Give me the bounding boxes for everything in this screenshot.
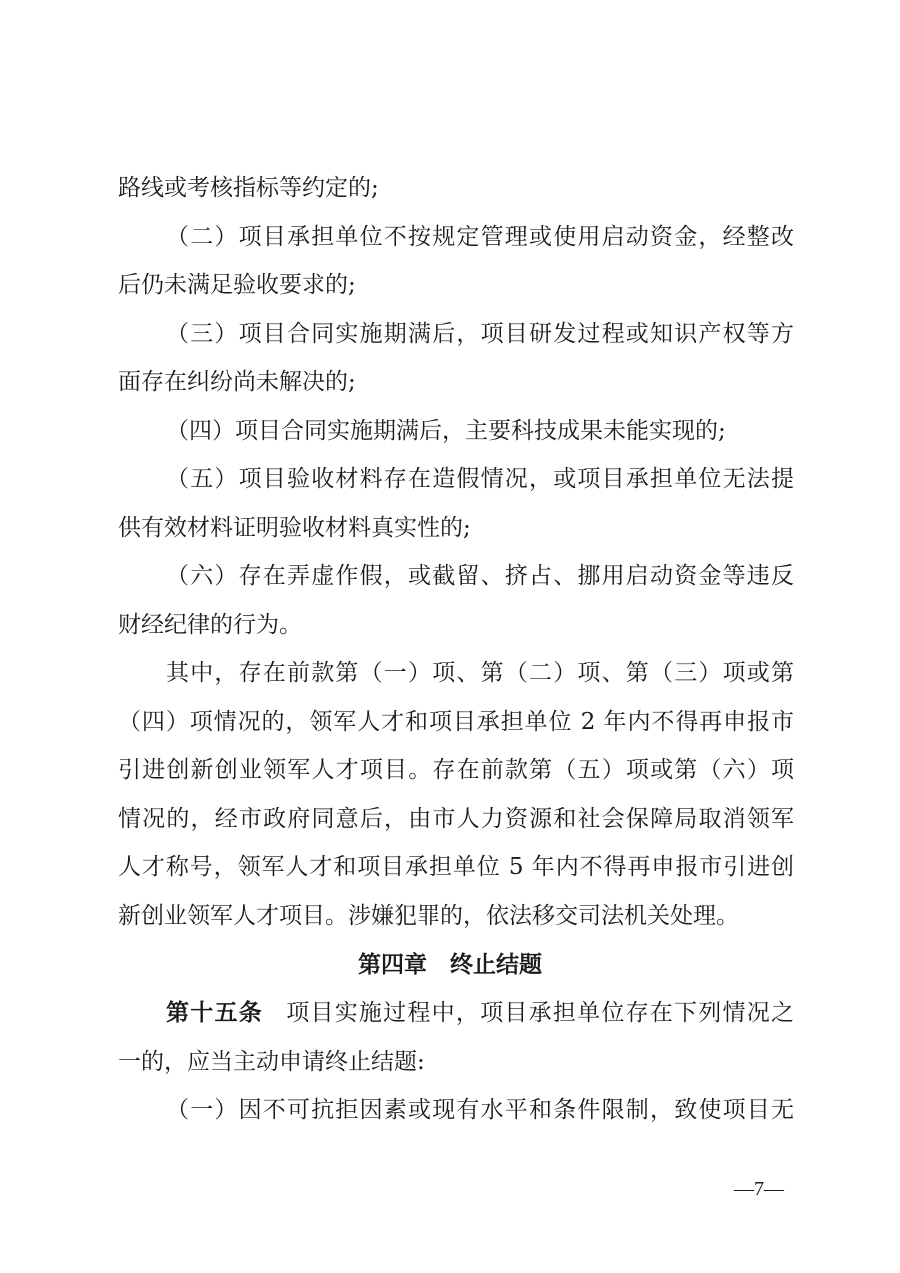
list-item-6-line-1: （六）存在弄虚作假，或截留、挤占、挪用启动资金等违反	[166, 563, 794, 589]
list-item-5-line-2: 供有效材料证明验收材料真实性的;	[118, 515, 471, 541]
list-item-5-line-1: （五）项目验收材料存在造假情况，或项目承担单位无法提	[166, 466, 794, 492]
list-item-3-line-1: （三）项目合同实施期满后，项目研发过程或知识产权等方	[166, 321, 794, 347]
article-15-line-1	[166, 998, 794, 1028]
article-15-line-2: 一的，应当主动申请终止结题:	[118, 1049, 425, 1075]
article-15-item-1-line-1: （一）因不可抗拒因素或现有水平和条件限制，致使项目无	[166, 1097, 794, 1123]
summary-line-5: 人才称号，领军人才和项目承担单位 5 年内不得再申报市引进创	[118, 854, 794, 880]
summary-line-1: 其中，存在前款第（一）项、第（二）项、第（三）项或第	[166, 660, 794, 686]
list-item-3-line-2: 面存在纠纷尚未解决的;	[118, 369, 356, 395]
list-item-2-line-2: 后仍未满足验收要求的;	[118, 272, 356, 298]
summary-line-4: 情况的，经市政府同意后，由市人力资源和社会保障局取消领军	[118, 806, 794, 832]
summary-line-2: （四）项情况的，领军人才和项目承担单位 2 年内不得再申报市	[118, 709, 794, 735]
summary-line-6: 新创业领军人才项目。涉嫌犯罪的，依法移交司法机关处理。	[118, 903, 739, 929]
list-item-6-line-2: 财经纪律的行为。	[118, 612, 302, 638]
list-item-4-line-1: （四）项目合同实施期满后，主要科技成果未能实现的;	[166, 418, 726, 444]
page-number: —7—	[734, 1178, 784, 1200]
article-15-text: 项目实施过程中，项目承担单位存在下列情况之	[284, 1000, 794, 1026]
article-label: 第十五条	[166, 1000, 263, 1026]
chapter-heading: 第四章 终止结题	[358, 952, 542, 978]
summary-line-3: 引进创新创业领军人才项目。存在前款第（五）项或第（六）项	[118, 757, 794, 783]
list-item-2-line-1: （二）项目承担单位不按规定管理或使用启动资金，经整改	[166, 224, 794, 250]
paragraph-line: 路线或考核指标等约定的;	[118, 175, 379, 201]
